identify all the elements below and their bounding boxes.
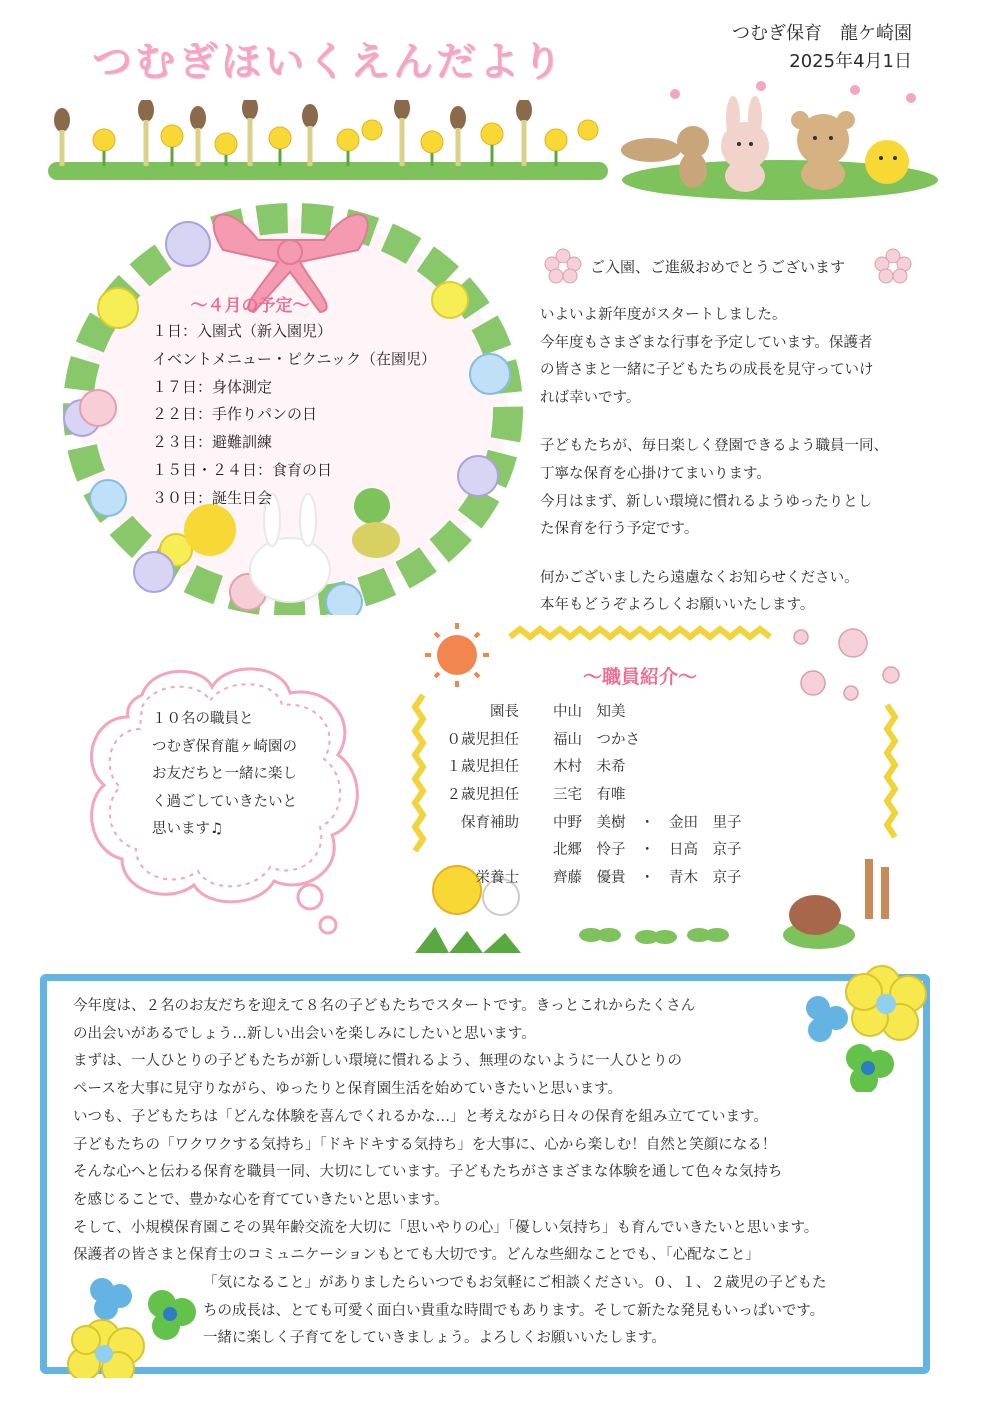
message-line: 子どもたちの「ワクワクする気持ち」「ドキドキする気持ち」を大事に、心から楽しむ！自然と笑顔になる！ — [73, 1136, 777, 1153]
bubble-text — [152, 706, 322, 844]
bubble-line: 思います♫ — [152, 821, 223, 837]
schedule-item: ２３日：避難訓練 — [152, 433, 273, 452]
staff-row — [440, 727, 820, 755]
staff-names: 中野 美樹 ・ 金田 里子 — [553, 814, 742, 831]
bubble-line: お友だちと一緒に楽し — [152, 766, 297, 782]
schedule-item: ３０日：誕生日会 — [152, 488, 273, 507]
staff-names: 三宅 有唯 — [553, 787, 626, 804]
staff-row — [440, 754, 820, 782]
schedule-item: １５日・２４日：食育の日 — [152, 460, 333, 479]
greeting-line: 丁寧な保育を心掛けてまいります。 — [540, 465, 771, 482]
sakura-icon-left — [540, 248, 586, 284]
staff-title: ～職員紹介～ — [582, 666, 697, 688]
schedule-list — [152, 318, 436, 513]
message-line: いつも、子どもたちは「どんな体験を喜んでくれるかな…」と考えながら日々の保育を組み立てています。 — [73, 1108, 768, 1125]
greeting-paragraph — [540, 302, 930, 412]
greeting-line: 子どもたちが、毎日楽しく登園できるよう職員一同、 — [540, 438, 888, 455]
staff-names: 福山 つかさ — [553, 731, 640, 748]
bubble-line: １０名の職員と — [152, 711, 254, 727]
message-line: を感じることで、豊かな心を育てていきたいと思います。 — [73, 1191, 449, 1208]
schedule-item: １７日：身体測定 — [152, 377, 273, 396]
message-line: ちの成長は、とても可愛く面白い貴重な時間でもあります。そして新たな発見もいっぱいです。 — [203, 1302, 825, 1319]
greeting-line: 何かございましたら遠慮なくお知らせください。 — [540, 569, 859, 586]
staff-role: 保育補助 — [461, 814, 519, 831]
greeting-line: の皆さまと一緒に子どもたちの成長を見守っていけ — [540, 362, 874, 379]
bubble-line: く過ごしていきたいと — [152, 793, 297, 810]
message-body — [73, 993, 923, 1353]
staff-row — [440, 782, 820, 810]
staff-names: 齊藤 優貴 ・ 青木 京子 — [553, 870, 742, 887]
greeting-line: た保育を行う予定です。 — [540, 521, 699, 538]
message-line: の出会いがあるでしょう…新しい出会いを楽しみにしたいと思います。 — [73, 1025, 536, 1042]
message-line: 今年度は、２名のお友だちを迎えて８名の子どもたちでスタートです。きっとこれからたくさん — [73, 998, 696, 1014]
staff-names: 中山 知美 — [553, 704, 626, 720]
staff-role: ０歳児担任 — [446, 731, 519, 748]
message-line: 一緒に楽しく子育てをしていきましょう。よろしくお願いいたします。 — [203, 1330, 666, 1347]
greeting-line: いよいよ新年度がスタートしました。 — [540, 307, 787, 323]
schedule-item: イベントメニュー・ピクニック（在園児） — [152, 349, 436, 368]
message-line: 保護者の皆さまと保育士のコミュニケーションもとても大切です。どんな些細なことでも、「心配なこと」 — [73, 1247, 760, 1264]
org-name: つむぎ保育 龍ケ崎園 — [732, 23, 912, 44]
org-info — [690, 20, 912, 76]
staff-role: ２歳児担任 — [446, 787, 519, 804]
staff-role: 栄養士 — [475, 870, 519, 887]
issue-date: 2025年4月1日 — [789, 51, 912, 72]
newsletter-title: つむぎほいくえんだより — [92, 39, 565, 85]
greeting-heading: ご入園、ご進級おめでとうございます — [590, 258, 846, 276]
staff-role: 園長 — [490, 704, 519, 720]
greeting-line: 本年もどうぞよろしくお願いいたします。 — [540, 597, 815, 614]
staff-role — [440, 837, 553, 865]
schedule-item: １日：入園式（新入園児） — [152, 322, 333, 340]
staff-row — [440, 699, 820, 727]
schedule-title: ～４月の予定～ — [190, 296, 310, 316]
staff-role: １歳児担任 — [446, 759, 519, 776]
staff-row — [440, 810, 820, 838]
bubble-line: つむぎ保育龍ヶ崎園の — [152, 738, 297, 755]
greeting-body — [540, 302, 930, 641]
message-line: 「気になること」がありましたらいつでもお気軽にご相談ください。０、１、２歳児の子どもた — [203, 1275, 827, 1292]
greeting-line: 今年度もさまざまな行事を予定しています。保護者 — [540, 334, 873, 351]
staff-names: 北郷 怜子 ・ 日高 京子 — [553, 842, 742, 859]
message-line: そして、小規模保育園こその異年齢交流を大切に「思いやりの心」「優しい気持ち」も育んでいきたいと思います。 — [73, 1219, 819, 1236]
message-line: そんな心へと伝わる保育を職員一同、大切にしています。子どもたちがさまざまな体験を通して色々な気持ち — [73, 1164, 783, 1181]
schedule-item: ２２日：手作りパンの日 — [152, 405, 318, 424]
sakura-icon-right — [870, 248, 916, 284]
staff-row — [440, 865, 820, 893]
message-line: ペースを大事に見守りながら、ゆったりと保育園生活を始めていきたいと思います。 — [73, 1081, 622, 1098]
greeting-line: 今月はまず、新しい環境に慣れるようゆったりとし — [540, 493, 873, 510]
staff-list — [440, 699, 820, 893]
flower-border-illustration — [48, 100, 608, 186]
animal-friends-illustration — [615, 80, 945, 202]
staff-names: 木村 未希 — [553, 759, 626, 776]
greeting-line: れば幸いです。 — [540, 389, 641, 406]
message-line: まずは、一人ひとりの子どもたちが新しい環境に慣れるよう、無理のないように一人ひとりの — [73, 1053, 682, 1070]
greeting-paragraph — [540, 433, 930, 543]
greeting-paragraph — [540, 565, 930, 620]
staff-row — [440, 837, 820, 865]
